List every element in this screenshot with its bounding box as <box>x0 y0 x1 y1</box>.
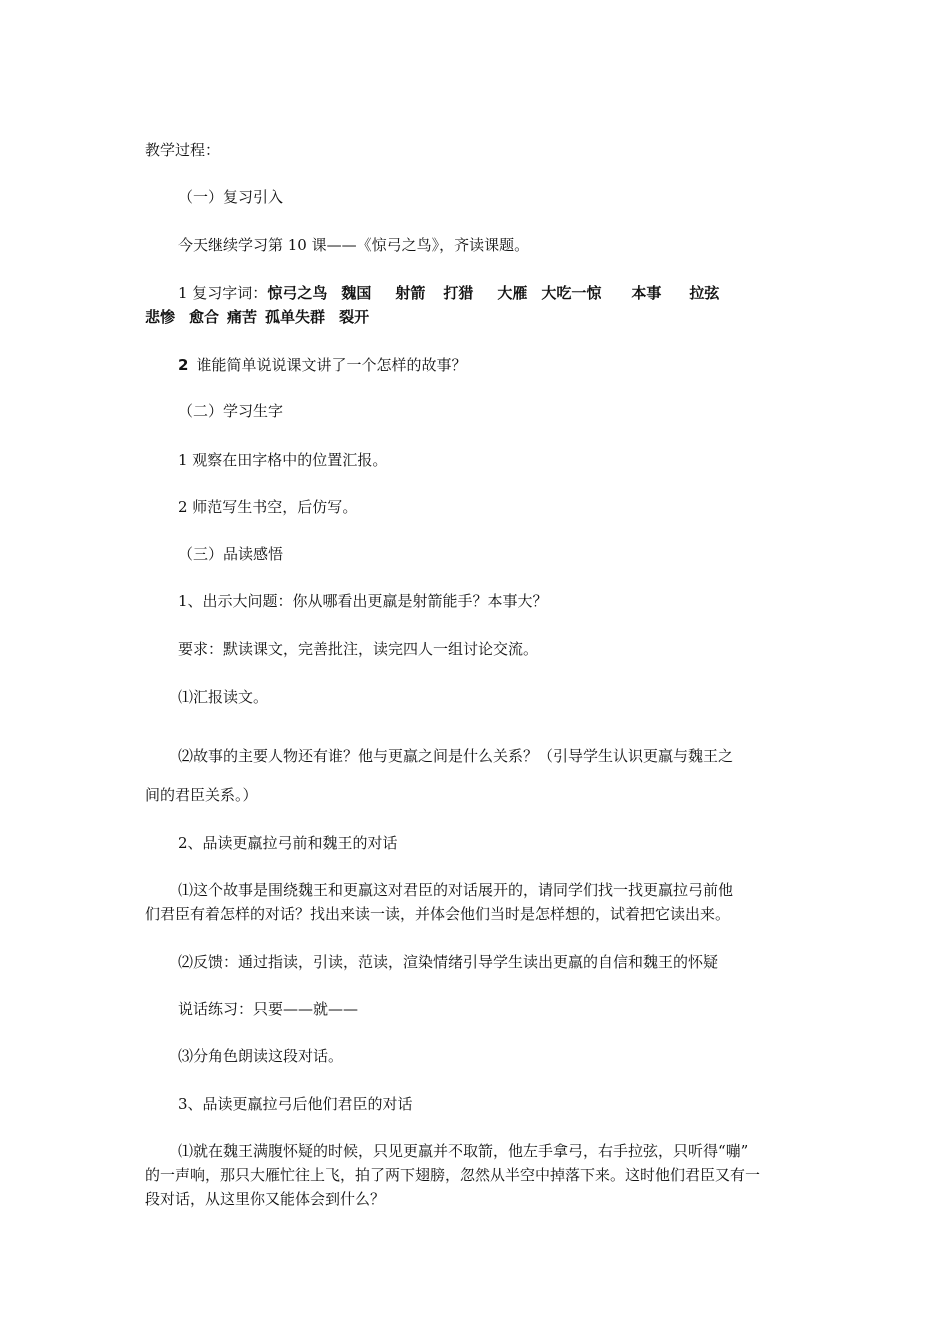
question-2 <box>178 354 466 376</box>
item-2-sub-1-line1: ⑴这个故事是围绕魏王和更羸这对君臣的对话展开的，请同学们找一找更羸拉弓前他 <box>178 881 734 899</box>
review-word: 孤单失群 <box>265 308 326 326</box>
review-words-line1 <box>178 282 719 304</box>
reading-item-1: 1、出示大问题：你从哪看出更羸是射箭能手？本事大？ <box>178 592 548 610</box>
review-words-line2 <box>145 306 369 328</box>
reading-sub-1: ⑴汇报读文。 <box>178 688 269 706</box>
speech-practice: 说话练习：只要——就—— <box>178 1000 359 1018</box>
study-step-1: 1 观察在田字格中的位置汇报。 <box>178 451 388 469</box>
item-2-sub-3: ⑶分角色朗读这段对话。 <box>178 1047 344 1065</box>
review-word: 拉弦 <box>689 284 720 302</box>
reading-sub-2-line1: ⑵故事的主要人物还有谁？他与更羸之间是什么关系？（引导学生认识更羸与魏王之 <box>178 747 734 765</box>
section-reading-title: （三）品读感悟 <box>178 545 284 563</box>
section-review-intro-title: （一）复习引入 <box>178 188 284 206</box>
review-words-prefix: 1 复习字词： <box>178 284 268 302</box>
review-word: 大吃一惊 <box>541 284 602 302</box>
review-word: 魏国 <box>341 284 372 302</box>
teaching-process-heading: 教学过程： <box>145 141 221 159</box>
review-word: 大雁 <box>497 284 528 302</box>
item-2-sub-1-line2: 们君臣有着怎样的对话？找出来读一读，并体会他们当时是怎样想的，试着把它读出来。 <box>145 905 731 923</box>
question-2-text: 谁能简单说说课文讲了一个怎样的故事？ <box>196 356 467 374</box>
review-word: 悲惨 <box>145 308 176 326</box>
study-step-2: 2 师范写生书空，后仿写。 <box>178 498 358 516</box>
review-word: 裂开 <box>339 308 370 326</box>
review-word: 打猎 <box>443 284 474 302</box>
review-word: 本事 <box>631 284 662 302</box>
review-word: 痛苦 <box>227 308 258 326</box>
reading-sub-2-line2: 间的君臣关系。） <box>145 786 258 804</box>
question-2-number: 2 <box>178 356 189 374</box>
item-3-sub-1-line2: 的一声响，那只大雁忙往上飞，拍了两下翅膀，忽然从半空中掉落下来。这时他们君臣又有一 <box>145 1166 761 1184</box>
review-word: 射箭 <box>395 284 426 302</box>
intro-line: 今天继续学习第 10 课——《惊弓之鸟》，齐读课题。 <box>178 236 530 254</box>
reading-requirement: 要求：默读课文，完善批注，读完四人一组讨论交流。 <box>178 640 539 658</box>
item-2-sub-2: ⑵反馈：通过指读，引读，范读，渲染情绪引导学生读出更羸的自信和魏王的怀疑 <box>178 953 719 971</box>
item-3-sub-1-line1: ⑴就在魏王满腹怀疑的时候，只见更羸并不取箭，他左手拿弓，右手拉弦，只听得“嘣” <box>178 1142 749 1160</box>
reading-item-2: 2、品读更羸拉弓前和魏王的对话 <box>178 834 398 852</box>
reading-item-3: 3、品读更羸拉弓后他们君臣的对话 <box>178 1095 413 1113</box>
section-study-characters-title: （二）学习生字 <box>178 402 284 420</box>
review-word: 惊弓之鸟 <box>267 284 328 302</box>
review-word: 愈合 <box>189 308 220 326</box>
item-3-sub-1-line3: 段对话，从这里你又能体会到什么？ <box>145 1190 386 1208</box>
